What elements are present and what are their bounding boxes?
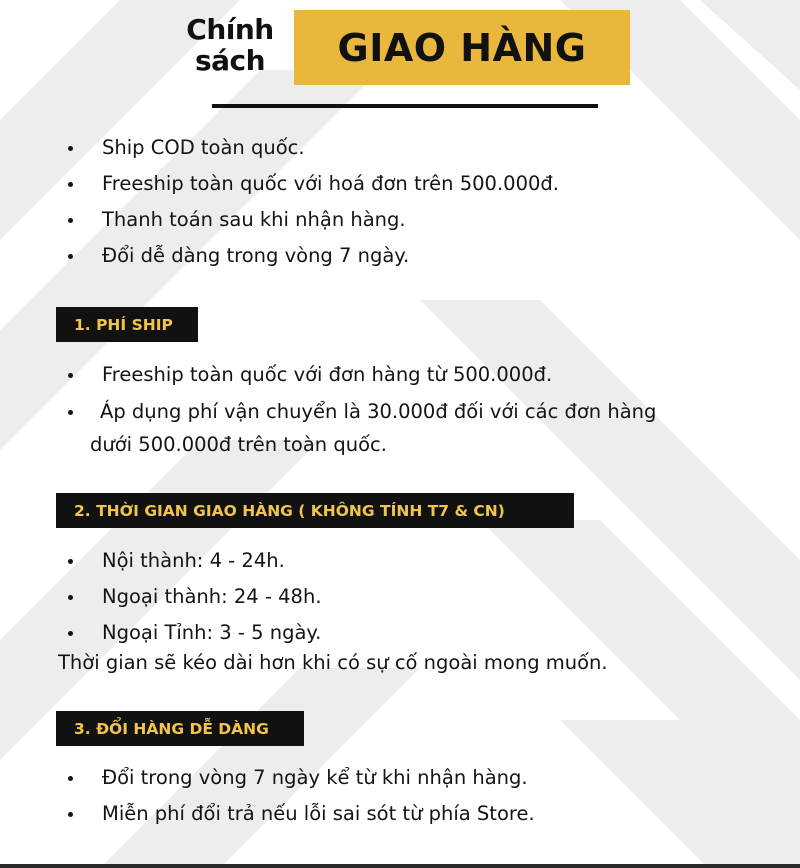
list-item [0, 584, 742, 620]
list-item-text: Thanh toán sau khi nhận hàng. [102, 208, 406, 231]
list-item [0, 362, 750, 388]
section-heading-easy-exchange [56, 711, 304, 746]
shipping-fee-list [0, 362, 750, 458]
highlights-list [0, 135, 742, 279]
list-item [0, 548, 742, 584]
list-item [0, 171, 742, 207]
list-item-text: Đổi dễ dàng trong vòng 7 ngày. [102, 244, 410, 267]
delivery-delay-note: Thời gian sẽ kéo dài hơn khi có sự cố ngoài mong muốn. [58, 651, 608, 674]
bullet-icon [68, 631, 73, 636]
title-prefix-line2: sách [194, 44, 266, 77]
list-item-text: Ngoại Tỉnh: 3 - 5 ngày. [102, 621, 322, 644]
list-item-text: Ship COD toàn quốc. [102, 136, 305, 159]
exchange-list [0, 765, 742, 837]
bullet-icon [68, 410, 73, 415]
list-item [0, 765, 742, 801]
list-item [0, 801, 742, 837]
title-prefix-line1: Chính [186, 13, 274, 46]
bullet-icon [68, 595, 73, 600]
title-banner [294, 10, 630, 85]
list-item-text: Miễn phí đổi trả nếu lỗi sai sót từ phía Store. [102, 802, 535, 825]
list-item-text: Freeship toàn quốc với hoá đơn trên 500.000đ. [102, 172, 559, 195]
title-prefix [180, 14, 280, 76]
list-item-text: Nội thành: 4 - 24h. [102, 549, 285, 572]
list-item [0, 135, 742, 171]
bullet-icon [68, 254, 73, 259]
section-heading-shipping-fee [56, 307, 198, 342]
list-item [0, 207, 742, 243]
bullet-icon [68, 218, 73, 223]
section-heading-text: 1. PHÍ SHIP [74, 315, 173, 334]
list-item [0, 243, 742, 279]
list-item-text: Đổi trong vòng 7 ngày kể từ khi nhận hàng. [102, 766, 528, 789]
bullet-icon [68, 559, 73, 564]
page-title: GIAO HÀNG [337, 25, 587, 70]
section-heading-delivery-time [56, 493, 574, 528]
title-divider [212, 104, 598, 108]
bullet-icon [68, 373, 73, 378]
list-item-text-continued: dưới 500.000đ trên toàn quốc. [90, 433, 387, 456]
list-item-text: Freeship toàn quốc với đơn hàng từ 500.000đ. [102, 363, 553, 386]
list-item-text: Ngoại thành: 24 - 48h. [102, 585, 322, 608]
delivery-time-list [0, 548, 742, 656]
bullet-icon [68, 776, 73, 781]
bottom-divider [0, 864, 800, 868]
bullet-icon [68, 812, 73, 817]
list-item [0, 399, 750, 458]
bullet-icon [68, 182, 73, 187]
bullet-icon [68, 146, 73, 151]
list-item-text: Áp dụng phí vận chuyển là 30.000đ đối với các đơn hàng [100, 400, 657, 423]
section-heading-text: 2. THỜI GIAN GIAO HÀNG ( KHÔNG TÍNH T7 & CN) [74, 501, 505, 520]
section-heading-text: 3. ĐỔI HÀNG DỄ DÀNG [74, 719, 269, 738]
